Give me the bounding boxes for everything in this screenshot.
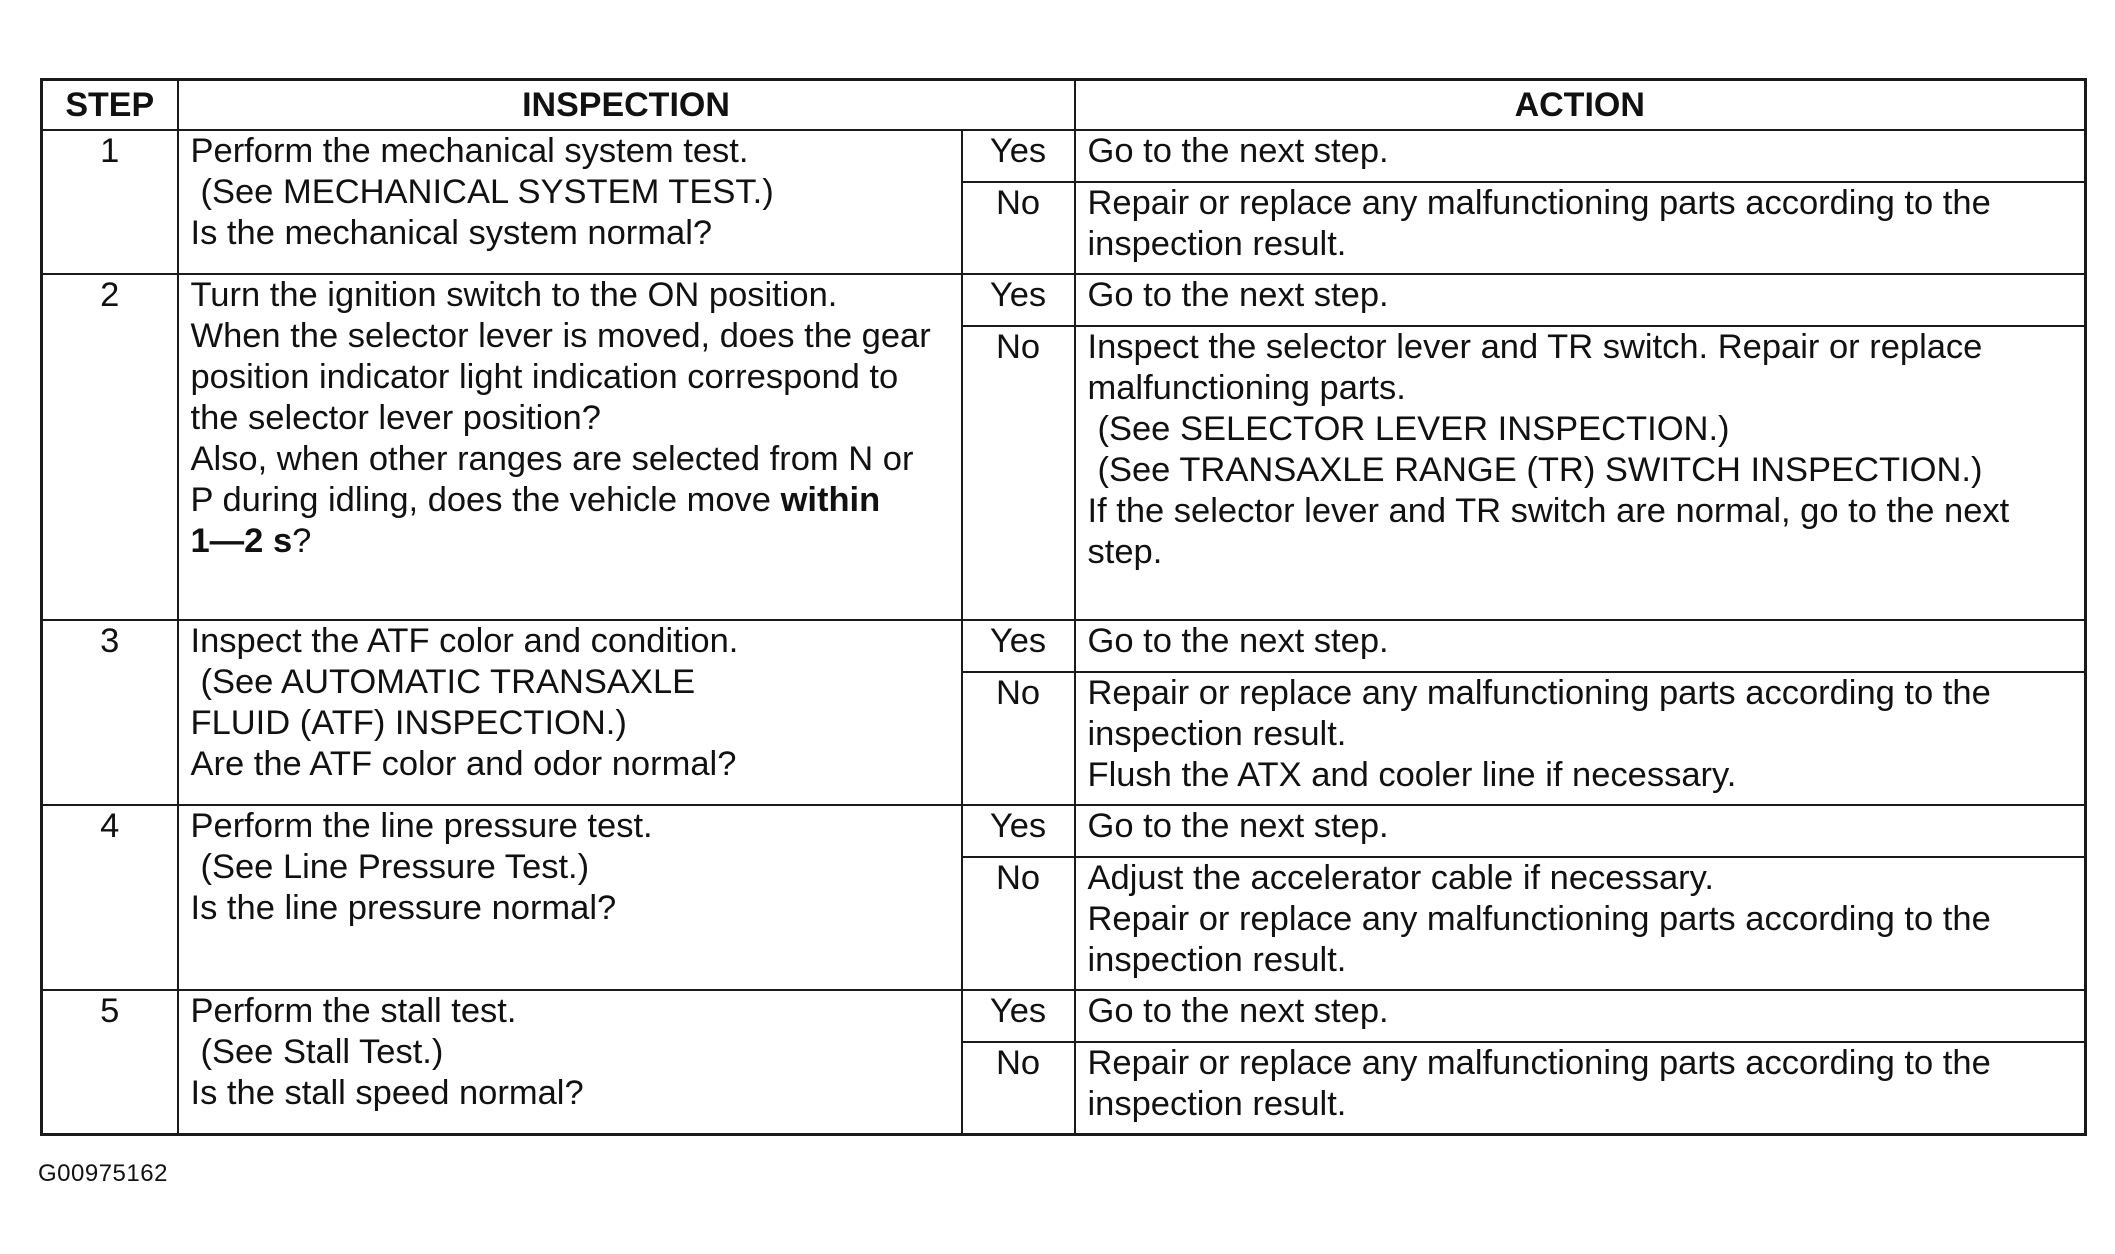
inspection-line: Perform the line pressure test.	[190, 807, 653, 845]
no-label: No	[962, 672, 1075, 805]
header-row	[42, 80, 2086, 131]
bold-text: within	[780, 481, 881, 519]
inspection-line: Are the ATF color and odor normal?	[190, 745, 737, 783]
inspection-header: INSPECTION	[178, 80, 1075, 131]
yes-action	[1075, 620, 2086, 672]
inspection-cell	[178, 805, 962, 990]
step-number: 2	[42, 274, 178, 620]
no-label: No	[962, 182, 1075, 274]
action-line: Adjust the accelerator cable if necessary.	[1087, 859, 1714, 897]
inspection-line: Is the stall speed normal?	[190, 1074, 584, 1112]
action-line: Flush the ATX and cooler line if necessary.	[1087, 756, 1737, 794]
figure-code: G00975162	[38, 1160, 168, 1187]
inspection-line	[191, 521, 949, 562]
no-label: No	[962, 1042, 1075, 1134]
inspection-line: (See Line Pressure Test.)	[200, 848, 590, 886]
inspection-line: Perform the stall test.	[190, 992, 517, 1030]
action-line: Go to the next step.	[1087, 132, 1389, 170]
step-number: 4	[42, 805, 178, 990]
inspection-line: position indicator light indication correspond to	[190, 358, 899, 396]
yes-action	[1075, 805, 2086, 857]
yes-label: Yes	[962, 990, 1075, 1042]
action-line: (See TRANSAXLE RANGE (TR) SWITCH INSPECTION.)	[1097, 451, 1983, 489]
no-action	[1075, 672, 2086, 805]
inspection-cell	[178, 620, 962, 805]
action-line: step.	[1087, 533, 1163, 571]
inspection-cell	[178, 274, 962, 620]
table-row	[42, 620, 2086, 672]
table-row	[42, 805, 2086, 857]
inspection-text: P during idling, does the vehicle move	[190, 481, 771, 519]
action-line: inspection result.	[1087, 225, 1347, 263]
inspection-text: ?	[292, 522, 312, 560]
action-line: inspection result.	[1087, 715, 1347, 753]
inspection-line: Perform the mechanical system test.	[190, 132, 749, 170]
inspection-line: Is the line pressure normal?	[190, 889, 617, 927]
action-line: Go to the next step.	[1087, 276, 1389, 314]
action-line: Repair or replace any malfunctioning parts according to the	[1087, 900, 1991, 938]
step-header: STEP	[42, 80, 178, 131]
inspection-line: When the selector lever is moved, does the gear	[190, 317, 931, 355]
inspection-line	[191, 480, 949, 521]
yes-action	[1075, 130, 2086, 182]
inspection-line: Turn the ignition switch to the ON position.	[190, 276, 838, 314]
action-line: Inspect the selector lever and TR switch. Repair or replace	[1087, 328, 1983, 366]
inspection-line: the selector lever position?	[190, 399, 601, 437]
step-number: 3	[42, 620, 178, 805]
no-action	[1075, 857, 2086, 990]
action-line: If the selector lever and TR switch are normal, go to the next	[1087, 492, 2010, 530]
bold-text: 1—2 s	[190, 522, 293, 560]
yes-label: Yes	[962, 620, 1075, 672]
action-line: Repair or replace any malfunctioning parts according to the	[1087, 1044, 1991, 1082]
yes-label: Yes	[962, 274, 1075, 326]
yes-action	[1075, 274, 2086, 326]
step-number: 5	[42, 990, 178, 1134]
inspection-cell	[178, 990, 962, 1134]
action-line: malfunctioning parts.	[1087, 369, 1406, 407]
no-label: No	[962, 857, 1075, 990]
action-line: Repair or replace any malfunctioning parts according to the	[1087, 674, 1991, 712]
diagnostic-table	[40, 78, 2087, 1136]
action-header: ACTION	[1075, 80, 2086, 131]
inspection-line: Is the mechanical system normal?	[190, 214, 713, 252]
inspection-line: Inspect the ATF color and condition.	[190, 622, 739, 660]
action-line: Repair or replace any malfunctioning parts according to the	[1087, 184, 1991, 222]
no-action	[1075, 182, 2086, 274]
yes-label: Yes	[962, 805, 1075, 857]
no-label: No	[962, 326, 1075, 620]
yes-label: Yes	[962, 130, 1075, 182]
table-row	[42, 990, 2086, 1042]
inspection-cell	[178, 130, 962, 274]
table-row	[42, 274, 2086, 326]
action-line: Go to the next step.	[1087, 622, 1389, 660]
inspection-line: (See Stall Test.)	[200, 1033, 444, 1071]
action-line: Go to the next step.	[1087, 807, 1389, 845]
no-action	[1075, 326, 2086, 620]
action-line: (See SELECTOR LEVER INSPECTION.)	[1097, 410, 1730, 448]
table-row	[42, 130, 2086, 182]
action-line: inspection result.	[1087, 941, 1347, 979]
action-line: Go to the next step.	[1087, 992, 1389, 1030]
action-line: inspection result.	[1087, 1085, 1347, 1123]
step-number: 1	[42, 130, 178, 274]
yes-action	[1075, 990, 2086, 1042]
inspection-line: Also, when other ranges are selected from N or	[190, 440, 914, 478]
no-action	[1075, 1042, 2086, 1134]
inspection-line: (See AUTOMATIC TRANSAXLE	[200, 663, 696, 701]
inspection-line: FLUID (ATF) INSPECTION.)	[190, 704, 627, 742]
inspection-line: (See MECHANICAL SYSTEM TEST.)	[200, 173, 774, 211]
